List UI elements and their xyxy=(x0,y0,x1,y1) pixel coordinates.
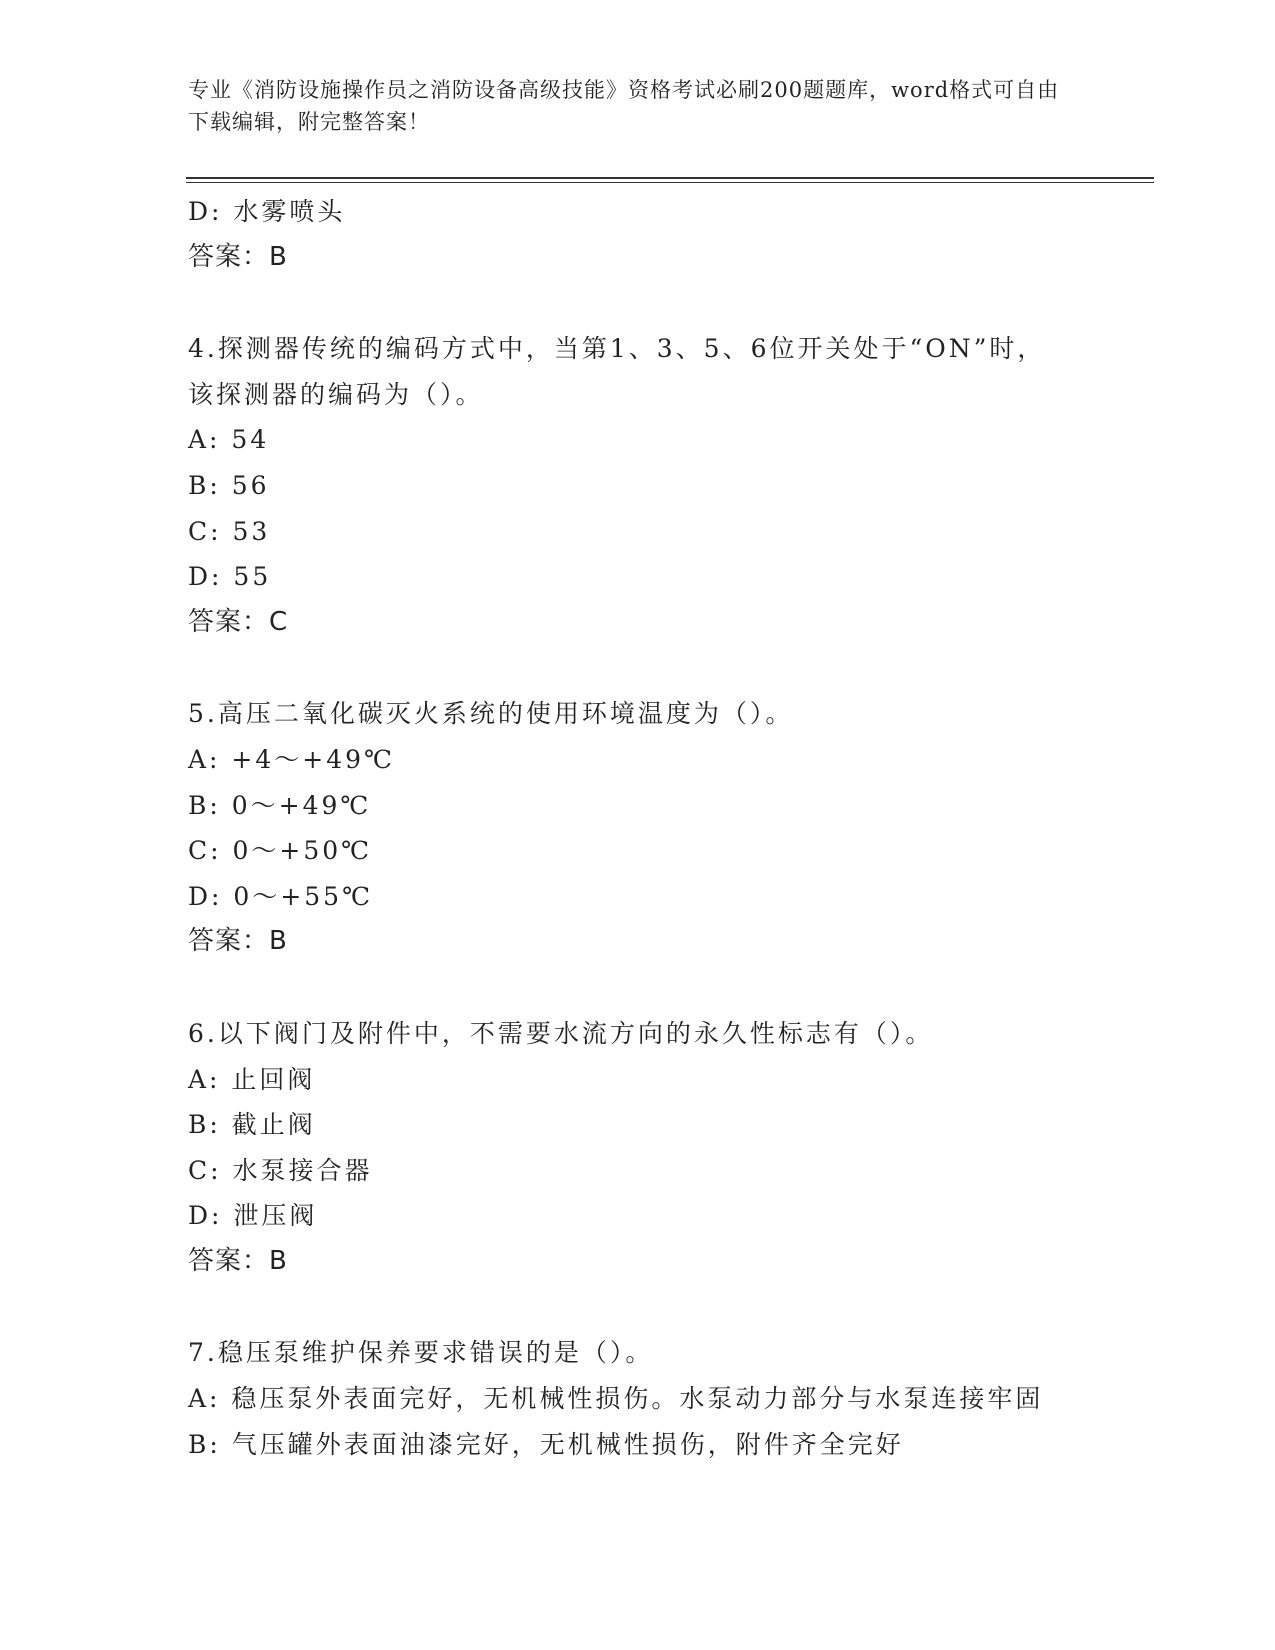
spacer xyxy=(188,965,1088,1011)
answer-line: 答案：B xyxy=(188,926,288,957)
spacer xyxy=(188,1284,1088,1330)
option-d: D: 55 xyxy=(188,562,272,592)
option-a: A: 54 xyxy=(188,425,270,455)
question-stem: 5.高压二氧化碳灭火系统的使用环境温度为（）。 xyxy=(188,699,794,729)
option-d: D: 水雾喷头 xyxy=(188,197,346,226)
spacer xyxy=(188,280,1088,326)
option-a: A: 止回阀 xyxy=(188,1064,316,1094)
option-a: A: +4～+49℃ xyxy=(188,744,396,774)
option-c: C: 水泵接合器 xyxy=(188,1155,373,1185)
option-b: B: 气压罐外表面油漆完好，无机械性损伤，附件齐全完好 xyxy=(188,1429,904,1459)
page-header: 专业《消防设施操作员之消防设备高级技能》资格考试必刷200题题库，word格式可自由下载编辑，附完整答案！ xyxy=(188,78,1060,134)
option-c: C: 0～+50℃ xyxy=(188,836,373,866)
option-b: B: 截止阀 xyxy=(188,1110,316,1140)
option-b: B: 0～+49℃ xyxy=(188,790,372,820)
answer-line: 答案：C xyxy=(188,606,289,637)
question-stem: 4.探测器传统的编码方式中，当第1、3、5、6位开关处于“ON”时， xyxy=(188,334,1046,364)
option-d: D: 泄压阀 xyxy=(188,1201,318,1231)
question-stem-continued: 该探测器的编码为（）。 xyxy=(188,379,484,409)
question-stem: 7.稳压泵维护保养要求错误的是（）。 xyxy=(188,1338,654,1368)
question-stem: 6.以下阀门及附件中，不需要水流方向的永久性标志有（）。 xyxy=(188,1018,934,1048)
option-b: B: 56 xyxy=(188,470,270,500)
header-divider xyxy=(186,177,1154,179)
header-divider-thin xyxy=(186,182,1154,183)
spacer xyxy=(188,645,1088,691)
option-d: D: 0～+55℃ xyxy=(188,881,374,911)
answer-line: 答案：B xyxy=(188,1245,288,1276)
option-c: C: 53 xyxy=(188,516,271,546)
option-a: A: 稳压泵外表面完好，无机械性损伤。水泵动力部分与水泵连接牢固 xyxy=(188,1384,1044,1414)
question-list xyxy=(188,189,1088,1467)
answer-line: 答案：B xyxy=(188,241,288,272)
